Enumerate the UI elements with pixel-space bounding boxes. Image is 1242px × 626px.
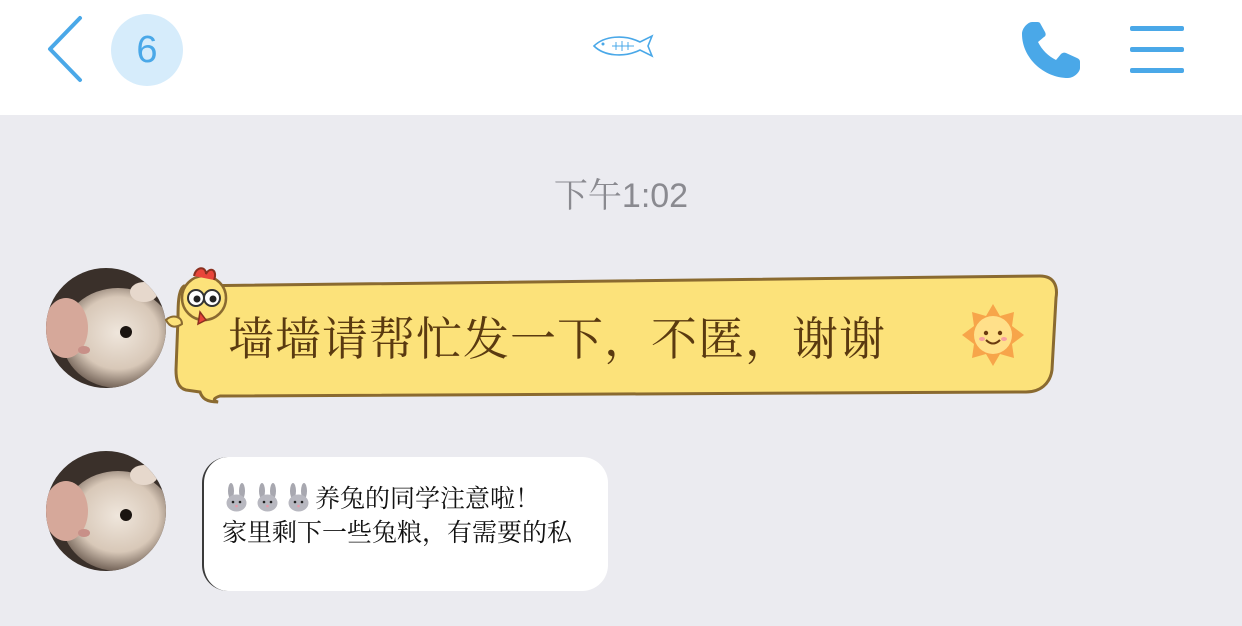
message-line-1-text: 养兔的同学注意啦！ [315, 484, 541, 513]
fish-icon [590, 30, 656, 62]
rabbit-emoji-icon [222, 483, 251, 512]
message-line-2: 家里剩下一些兔粮，有需要的私 [222, 518, 573, 547]
back-button[interactable] [40, 14, 96, 84]
hamster-avatar [46, 451, 166, 571]
menu-icon [1130, 24, 1184, 76]
message-bubble[interactable] [202, 457, 608, 591]
unread-count-badge[interactable]: 6 [111, 14, 183, 86]
sender-avatar[interactable] [46, 451, 166, 571]
call-button[interactable] [1018, 18, 1084, 82]
hamster-avatar [46, 268, 166, 388]
rabbit-emoji-icon [284, 483, 313, 512]
message-timestamp: 下午1:02 [553, 177, 689, 215]
sender-avatar[interactable] [46, 268, 166, 388]
sun-emoji-icon [960, 302, 1026, 368]
rabbit-emoji-icon [253, 483, 282, 512]
chevron-left-icon [40, 14, 96, 84]
phone-icon [1018, 18, 1084, 82]
menu-button[interactable] [1130, 24, 1184, 76]
message-line-1 [222, 479, 540, 515]
top-bar [0, 0, 1242, 115]
message-text: 墙墙请帮忙发一下，不匿，谢谢 [228, 312, 886, 366]
